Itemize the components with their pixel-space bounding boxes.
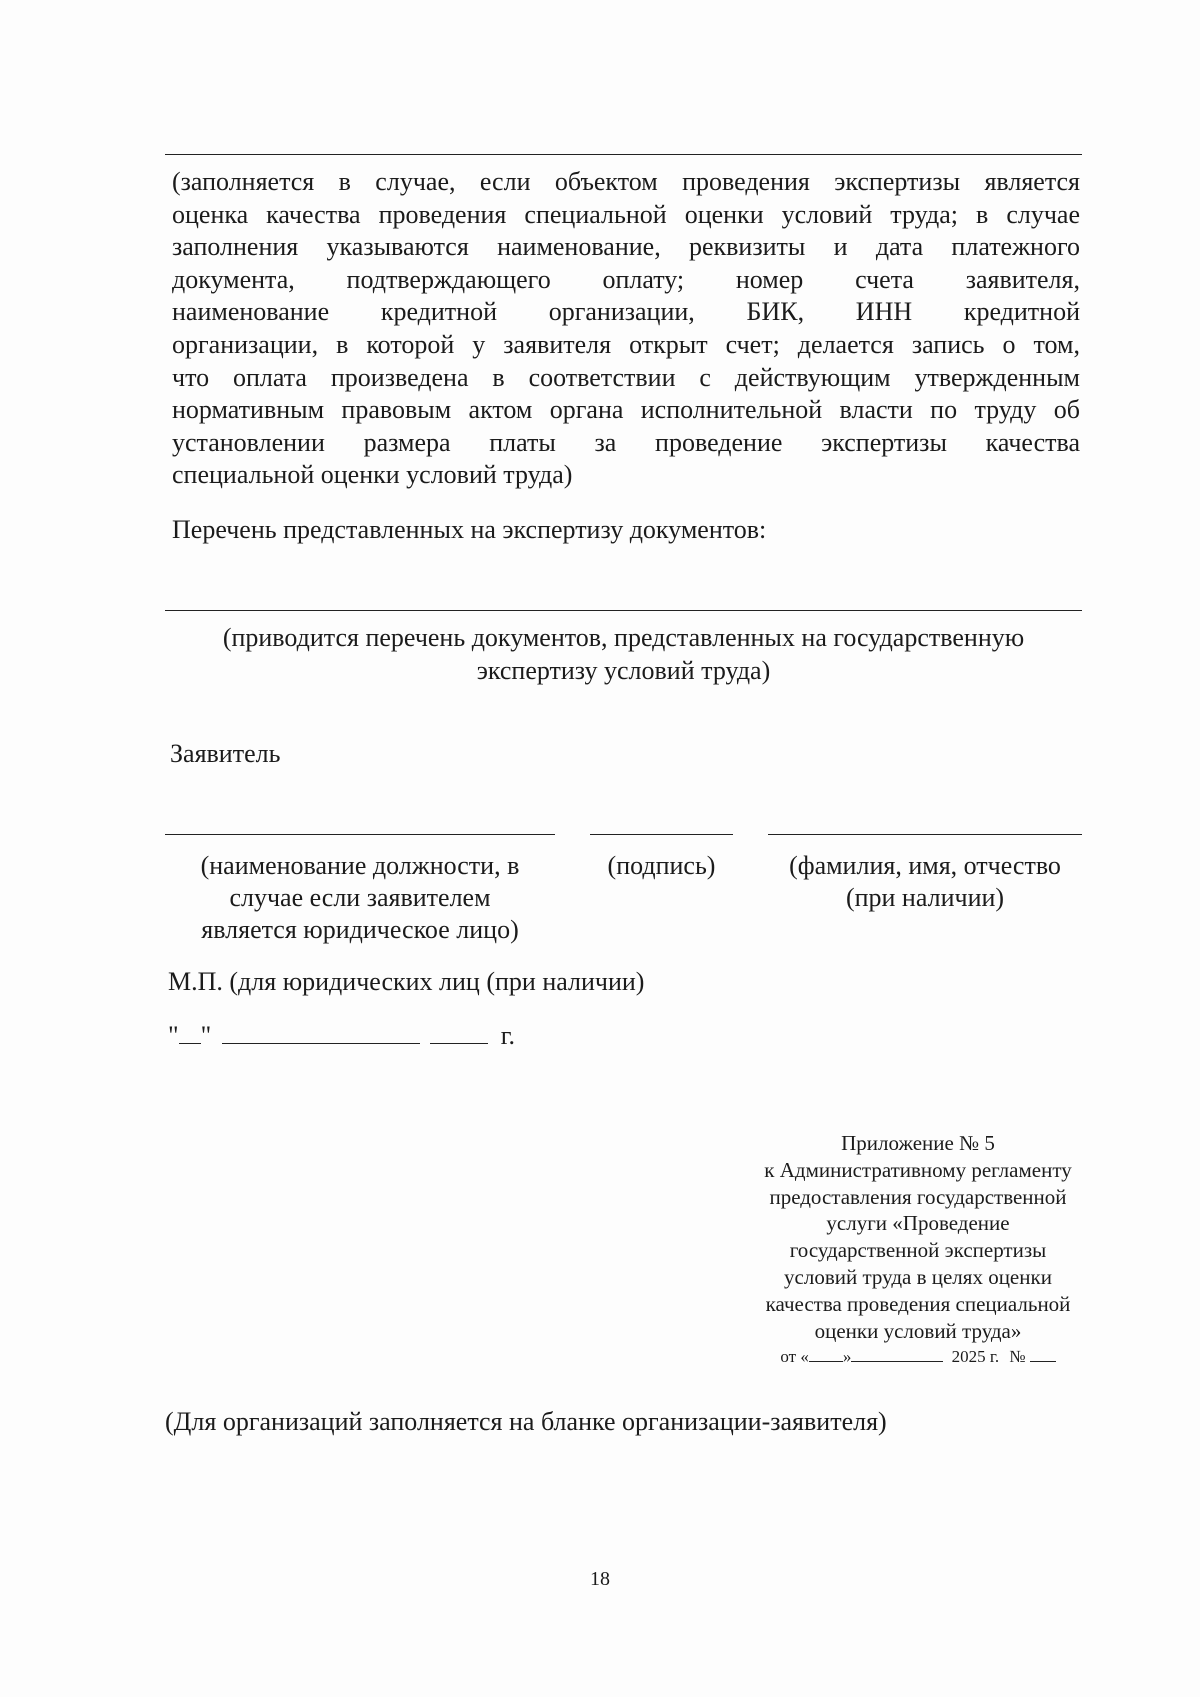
date-close-quote: " [200, 1021, 212, 1050]
documents-caption [165, 622, 1082, 687]
appendix-line: оценки условий труда» [814, 1318, 1022, 1343]
date-open-quote: " [168, 1021, 179, 1050]
appendix-line: Приложение № 5 [841, 1131, 995, 1155]
full-name-caption-line: (при наличии) [845, 883, 1005, 912]
position-line [165, 834, 555, 835]
appendix-block [728, 1130, 1108, 1371]
year-blank[interactable] [430, 1043, 488, 1044]
payment-note-line: документа, подтверждающего оплату; номер счета заявителя, [172, 264, 1080, 294]
payment-note-line: специальной оценки условий труда) [172, 460, 573, 490]
appendix-number-blank[interactable] [1030, 1361, 1056, 1362]
documents-heading: Перечень представленных на экспертизу документов: [172, 515, 767, 544]
documents-list-line [165, 610, 1082, 611]
payment-info-line [165, 154, 1082, 155]
date-field [168, 1020, 515, 1053]
full-name-caption-line: (фамилия, имя, отчество [789, 851, 1061, 880]
full-name-caption [768, 850, 1082, 914]
month-blank[interactable] [222, 1043, 420, 1044]
payment-note [172, 166, 1080, 492]
stamp-note: М.П. (для юридических лиц (при наличии) [168, 967, 645, 996]
payment-note-line: что оплата произведена в соответствии с действующим утвержденным [172, 362, 1080, 392]
payment-note-line: заполнения указываются наименование, реквизиты и дата платежного [172, 232, 1080, 262]
appendix-date-prefix: от « [780, 1347, 809, 1367]
appendix-line: условий труда в целях оценки [784, 1264, 1052, 1289]
year-suffix: г. [500, 1021, 515, 1050]
page-number: 18 [590, 1568, 610, 1590]
day-blank[interactable] [179, 1043, 201, 1044]
position-caption-line: является юридическое лицо) [201, 915, 519, 944]
payment-note-line: нормативным правовым актом органа исполнительной власти по труду об [172, 395, 1080, 425]
organization-note: (Для организаций заполняется на бланке организации-заявителя) [165, 1407, 887, 1436]
appendix-line: государственной экспертизы [789, 1238, 1047, 1263]
full-name-line [768, 834, 1082, 835]
payment-note-line: наименование кредитной организации, БИК, ИНН кредитной [172, 297, 1080, 327]
payment-note-line: организации, в которой у заявителя открыт счет; делается запись о том, [172, 329, 1080, 359]
signature-caption: (подпись) [607, 851, 716, 880]
applicant-label: Заявитель [170, 739, 281, 768]
payment-note-line: (заполняется в случае, если объектом проведения экспертизы является [172, 167, 1080, 196]
appendix-line: услуги «Проведение [826, 1211, 1010, 1236]
position-caption [165, 850, 555, 946]
appendix-line: качества проведения специальной [765, 1291, 1071, 1316]
appendix-line: к Административному регламенту [764, 1157, 1072, 1182]
appendix-date-year: 2025 г. [951, 1347, 1000, 1367]
documents-caption-line: (приводится перечень документов, представленных на государственную [222, 623, 1025, 652]
payment-note-line: оценка качества проведения специальной оценки условий труда; в случае [172, 199, 1080, 229]
signature-line [590, 834, 733, 835]
payment-note-line: установлении размера платы за проведение экспертизы качества [172, 427, 1080, 457]
appendix-date-line [728, 1344, 1108, 1371]
appendix-date-mid: » [842, 1347, 852, 1367]
position-caption-line: случае если заявителем [229, 883, 491, 912]
documents-caption-line: экспертизу условий труда) [476, 655, 771, 685]
appendix-month-blank[interactable] [851, 1361, 943, 1362]
appendix-line: предоставления государственной [769, 1184, 1067, 1209]
position-caption-line: (наименование должности, в [200, 851, 520, 880]
appendix-day-blank[interactable] [809, 1361, 843, 1362]
appendix-number-label: № [1009, 1347, 1026, 1367]
